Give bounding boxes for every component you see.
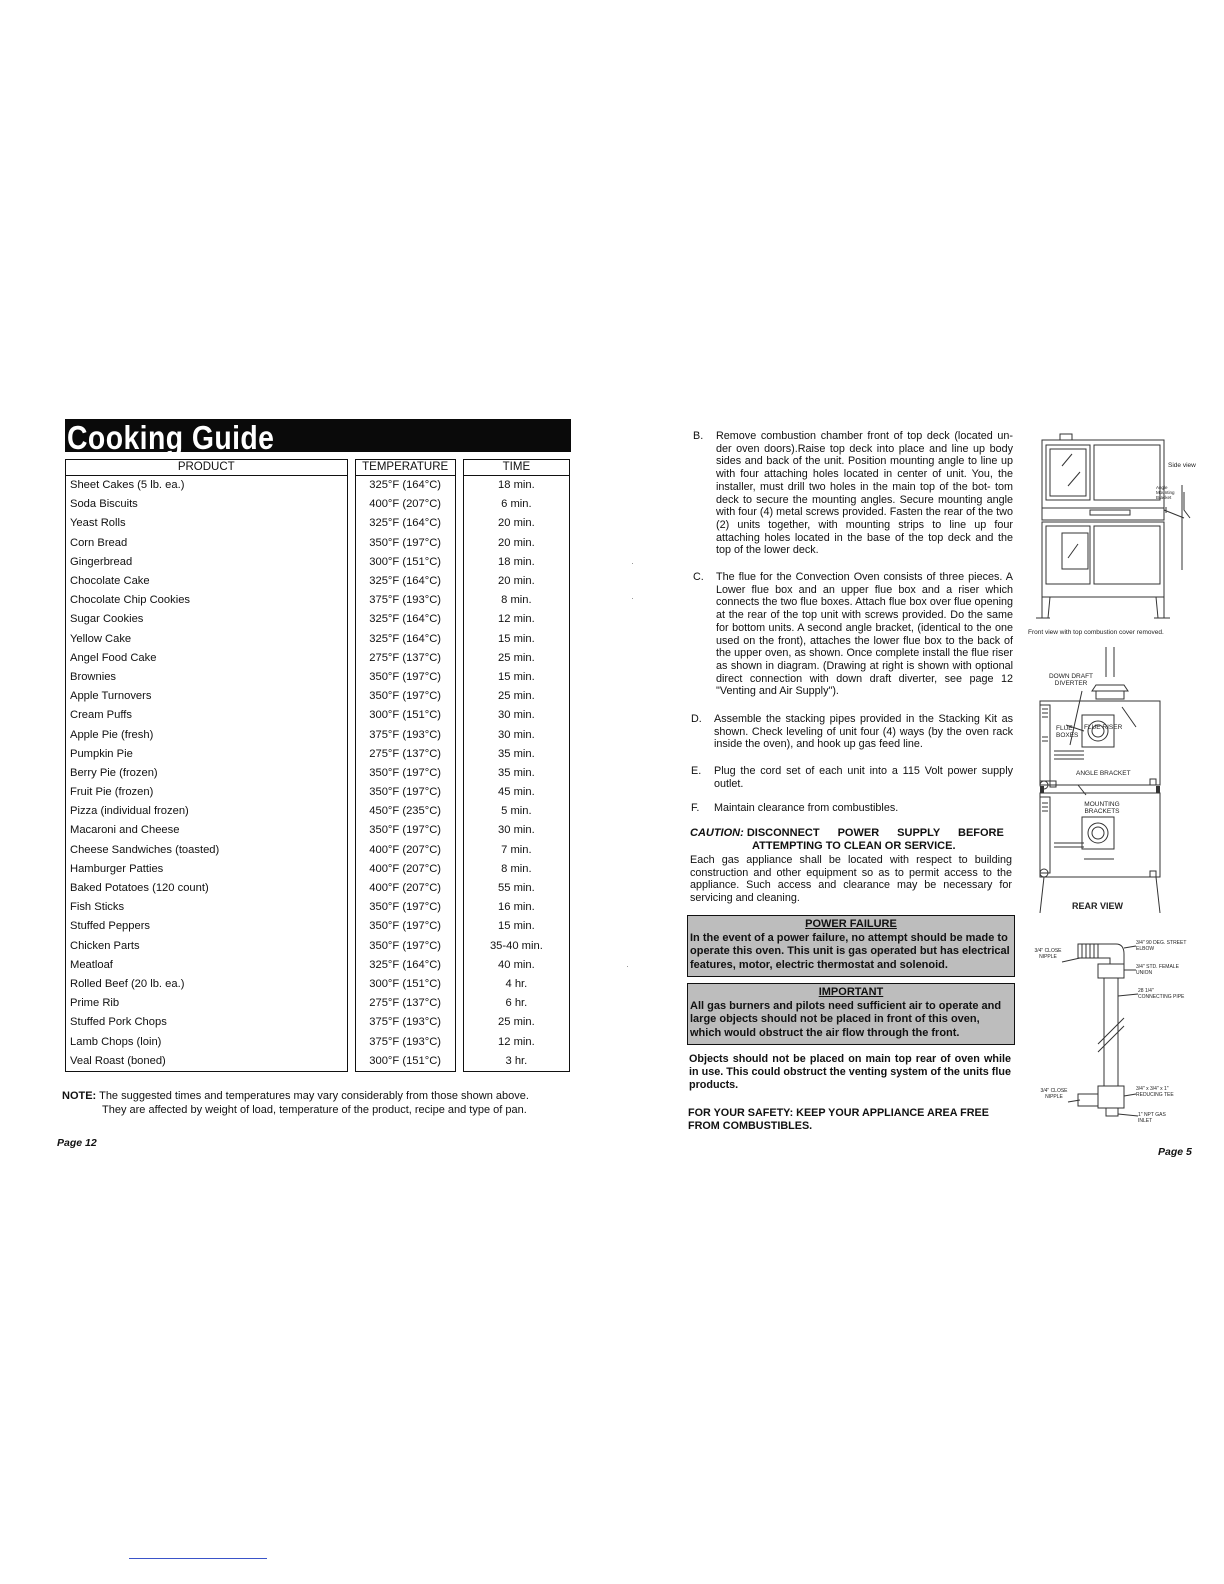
step-letter: B. bbox=[693, 430, 704, 442]
temperature-cell: 400°F (207°C) bbox=[355, 860, 455, 879]
column-gap bbox=[455, 630, 463, 649]
time-cell: 6 min. bbox=[463, 495, 569, 514]
product-cell: Cream Puffs bbox=[66, 706, 348, 725]
column-gap bbox=[455, 668, 463, 687]
product-cell: Corn Bread bbox=[66, 534, 348, 553]
column-gap bbox=[455, 975, 463, 994]
column-gap bbox=[347, 879, 355, 898]
temperature-cell: 375°F (193°C) bbox=[355, 1013, 455, 1032]
column-gap bbox=[347, 591, 355, 610]
temperature-cell: 325°F (164°C) bbox=[355, 476, 455, 496]
product-cell: Gingerbread bbox=[66, 553, 348, 572]
time-cell: 7 min. bbox=[463, 841, 569, 860]
column-gap bbox=[347, 553, 355, 572]
table-header-row bbox=[66, 460, 570, 476]
power-failure-box bbox=[687, 915, 1015, 977]
column-gap bbox=[347, 860, 355, 879]
step-text: Plug the cord set of each unit into a 115 Volt power supply outlet. bbox=[714, 765, 1013, 790]
column-gap bbox=[347, 802, 355, 821]
time-cell: 25 min. bbox=[463, 649, 569, 668]
product-cell: Macaroni and Cheese bbox=[66, 821, 348, 840]
step-letter: F. bbox=[691, 802, 700, 814]
product-cell: Chocolate Cake bbox=[66, 572, 348, 591]
page-number-right: Page 5 bbox=[1158, 1146, 1192, 1158]
table-row bbox=[66, 1052, 570, 1072]
column-gap bbox=[455, 534, 463, 553]
column-gap bbox=[347, 495, 355, 514]
column-gap bbox=[455, 610, 463, 629]
time-cell: 15 min. bbox=[463, 917, 569, 936]
column-gap bbox=[455, 764, 463, 783]
product-cell: Apple Turnovers bbox=[66, 687, 348, 706]
time-cell: 30 min. bbox=[463, 706, 569, 725]
temperature-cell: 350°F (197°C) bbox=[355, 821, 455, 840]
header-temperature: TEMPERATURE bbox=[355, 460, 455, 476]
temperature-cell: 350°F (197°C) bbox=[355, 687, 455, 706]
column-gap bbox=[347, 460, 355, 476]
temperature-cell: 325°F (164°C) bbox=[355, 956, 455, 975]
product-cell: Meatloaf bbox=[66, 956, 348, 975]
table-row bbox=[66, 668, 570, 687]
table-row bbox=[66, 802, 570, 821]
table-row bbox=[66, 495, 570, 514]
column-gap bbox=[455, 553, 463, 572]
product-cell: Yellow Cake bbox=[66, 630, 348, 649]
time-cell: 30 min. bbox=[463, 821, 569, 840]
column-gap bbox=[347, 610, 355, 629]
important-text: All gas burners and pilots need sufficient air to operate and large objects should not be placed in front of this oven, which would obstruct the air flow through the front. bbox=[690, 999, 1002, 1039]
column-gap bbox=[347, 630, 355, 649]
table-row bbox=[66, 764, 570, 783]
time-cell: 12 min. bbox=[463, 1032, 569, 1051]
cooking-guide-table bbox=[65, 459, 570, 1072]
rear-view-caption: REAR VIEW bbox=[1072, 901, 1124, 911]
table-row bbox=[66, 687, 570, 706]
close-nipple-top-label: 3/4" CLOSE NIPPLE bbox=[1034, 948, 1062, 960]
flue-boxes-label: FLUE BOXES bbox=[1056, 725, 1079, 739]
column-gap bbox=[347, 1013, 355, 1032]
product-cell: Prime Rib bbox=[66, 994, 348, 1013]
column-gap bbox=[347, 514, 355, 533]
product-cell: Fruit Pie (frozen) bbox=[66, 783, 348, 802]
temperature-cell: 375°F (193°C) bbox=[355, 1032, 455, 1051]
temperature-cell: 400°F (207°C) bbox=[355, 879, 455, 898]
caution-heading-text: DISCONNECT POWER SUPPLY BEFORE bbox=[746, 827, 1004, 839]
column-gap bbox=[455, 514, 463, 533]
step-d bbox=[691, 713, 1013, 751]
note-label: NOTE: bbox=[62, 1090, 97, 1102]
front-view-diagram bbox=[1028, 430, 1208, 636]
table-row bbox=[66, 1013, 570, 1032]
product-cell: Pizza (individual frozen) bbox=[66, 802, 348, 821]
step-text: The flue for the Convection Oven consists of three pieces. A Lower flue box and an upper flue box and a riser which connects the two flue boxes. Attach flue box over flue opening at the rear of the top unit with screws provided. Do the same for bottom units. A second angle bracket, (identical to the one used on the front), attaches the lower flue box to the back of the upper oven, as shown. Once complete install the flue riser as shown in diagram. (Drawing at right is shown with optional direct connection with down draft diverter, see page 12 "Venting and Air Supply"). bbox=[716, 571, 1013, 698]
temperature-cell: 450°F (235°C) bbox=[355, 802, 455, 821]
table-note bbox=[62, 1090, 552, 1117]
temperature-cell: 350°F (197°C) bbox=[355, 937, 455, 956]
column-gap bbox=[347, 917, 355, 936]
column-gap bbox=[347, 534, 355, 553]
column-gap bbox=[455, 591, 463, 610]
column-gap bbox=[455, 1032, 463, 1051]
angle-bracket-label: Angle Mounting Bracket bbox=[1156, 485, 1175, 500]
table-row bbox=[66, 476, 570, 496]
product-cell: Chocolate Chip Cookies bbox=[66, 591, 348, 610]
column-gap bbox=[455, 649, 463, 668]
temperature-cell: 325°F (164°C) bbox=[355, 630, 455, 649]
time-cell: 8 min. bbox=[463, 591, 569, 610]
important-box bbox=[687, 983, 1015, 1045]
column-gap bbox=[455, 802, 463, 821]
table-row bbox=[66, 553, 570, 572]
column-gap bbox=[455, 476, 463, 496]
temperature-cell: 350°F (197°C) bbox=[355, 917, 455, 936]
column-gap bbox=[347, 975, 355, 994]
temperature-cell: 300°F (151°C) bbox=[355, 553, 455, 572]
note-line-2: They are affected by weight of load, temperature of the product, recipe and type of pan. bbox=[102, 1103, 527, 1116]
table-row bbox=[66, 514, 570, 533]
column-gap bbox=[347, 725, 355, 744]
step-text: Maintain clearance from combustibles. bbox=[714, 802, 899, 814]
caution-label: CAUTION: bbox=[690, 827, 744, 839]
mounting-brackets-label: MOUNTING BRACKETS bbox=[1084, 801, 1120, 815]
scan-speck bbox=[627, 966, 628, 967]
page-number-left: Page 12 bbox=[57, 1137, 97, 1149]
product-cell: Angel Food Cake bbox=[66, 649, 348, 668]
table-row bbox=[66, 975, 570, 994]
header-product: PRODUCT bbox=[66, 460, 348, 476]
time-cell: 20 min. bbox=[463, 572, 569, 591]
table-row bbox=[66, 937, 570, 956]
power-failure-title: POWER FAILURE bbox=[805, 918, 897, 930]
table-row bbox=[66, 898, 570, 917]
temperature-cell: 350°F (197°C) bbox=[355, 898, 455, 917]
table-row bbox=[66, 783, 570, 802]
power-failure-text: In the event of a power failure, no attempt should be made to operate this oven. This unit is gas operated but has electrical features, motor, electric thermostat and solenoid. bbox=[690, 931, 1010, 971]
time-cell: 18 min. bbox=[463, 553, 569, 572]
caution-block bbox=[690, 827, 1012, 904]
column-gap bbox=[455, 1013, 463, 1032]
table-row bbox=[66, 610, 570, 629]
caution-heading-2: ATTEMPTING TO CLEAN OR SERVICE. bbox=[752, 840, 956, 852]
time-cell: 25 min. bbox=[463, 1013, 569, 1032]
column-gap bbox=[455, 572, 463, 591]
column-gap bbox=[455, 783, 463, 802]
caution-body: Each gas appliance shall be located with respect to building construction and other equipment so as to permit access to the appliance. Such access and clearance may be necessary for servicing and cleaning. bbox=[690, 854, 1012, 904]
time-cell: 12 min. bbox=[463, 610, 569, 629]
time-cell: 4 hr. bbox=[463, 975, 569, 994]
temperature-cell: 325°F (164°C) bbox=[355, 610, 455, 629]
column-gap bbox=[347, 572, 355, 591]
gas-inlet-label: 1" NPT GAS INLET bbox=[1138, 1112, 1166, 1124]
female-union-label: 3/4" STD. FEMALE UNION bbox=[1136, 964, 1179, 976]
temperature-cell: 350°F (197°C) bbox=[355, 534, 455, 553]
product-cell: Fish Sticks bbox=[66, 898, 348, 917]
table-row bbox=[66, 591, 570, 610]
temperature-cell: 300°F (151°C) bbox=[355, 1052, 455, 1072]
time-cell: 16 min. bbox=[463, 898, 569, 917]
time-cell: 6 hr. bbox=[463, 994, 569, 1013]
down-draft-label: DOWN DRAFT DIVERTER bbox=[1048, 673, 1094, 687]
time-cell: 45 min. bbox=[463, 783, 569, 802]
table-row bbox=[66, 917, 570, 936]
column-gap bbox=[347, 841, 355, 860]
product-cell: Brownies bbox=[66, 668, 348, 687]
column-gap bbox=[455, 994, 463, 1013]
column-gap bbox=[455, 745, 463, 764]
note-line-1: The suggested times and temperatures may vary considerably from those shown above. bbox=[99, 1090, 529, 1102]
column-gap bbox=[347, 649, 355, 668]
product-cell: Chicken Parts bbox=[66, 937, 348, 956]
column-gap bbox=[455, 879, 463, 898]
header-time: TIME bbox=[463, 460, 569, 476]
step-letter: D. bbox=[691, 713, 702, 725]
time-cell: 8 min. bbox=[463, 860, 569, 879]
column-gap bbox=[347, 745, 355, 764]
step-letter: C. bbox=[693, 571, 704, 583]
product-cell: Cheese Sandwiches (toasted) bbox=[66, 841, 348, 860]
temperature-cell: 300°F (151°C) bbox=[355, 706, 455, 725]
step-c bbox=[693, 571, 1013, 698]
product-cell: Stuffed Peppers bbox=[66, 917, 348, 936]
temperature-cell: 325°F (164°C) bbox=[355, 514, 455, 533]
product-cell: Sugar Cookies bbox=[66, 610, 348, 629]
column-gap bbox=[455, 937, 463, 956]
scan-speck bbox=[632, 563, 633, 564]
column-gap bbox=[347, 937, 355, 956]
temperature-cell: 275°F (137°C) bbox=[355, 994, 455, 1013]
temperature-cell: 350°F (197°C) bbox=[355, 668, 455, 687]
column-gap bbox=[455, 917, 463, 936]
street-elbow-label: 3/4" 90 DEG. STREET ELBOW bbox=[1136, 940, 1187, 952]
caution-heading bbox=[690, 827, 1012, 840]
column-gap bbox=[347, 821, 355, 840]
product-cell: Apple Pie (fresh) bbox=[66, 725, 348, 744]
product-cell: Rolled Beef (20 lb. ea.) bbox=[66, 975, 348, 994]
title-banner bbox=[65, 419, 571, 456]
column-gap bbox=[455, 687, 463, 706]
scan-speck bbox=[632, 598, 633, 599]
time-cell: 30 min. bbox=[463, 725, 569, 744]
product-cell: Pumpkin Pie bbox=[66, 745, 348, 764]
temperature-cell: 300°F (151°C) bbox=[355, 975, 455, 994]
column-gap bbox=[347, 1052, 355, 1072]
time-cell: 18 min. bbox=[463, 476, 569, 496]
column-gap bbox=[455, 956, 463, 975]
temperature-cell: 275°F (137°C) bbox=[355, 649, 455, 668]
column-gap bbox=[455, 860, 463, 879]
step-b bbox=[693, 430, 1013, 557]
table-row bbox=[66, 841, 570, 860]
column-gap bbox=[455, 725, 463, 744]
column-gap bbox=[347, 687, 355, 706]
time-cell: 25 min. bbox=[463, 687, 569, 706]
column-gap bbox=[347, 783, 355, 802]
product-cell: Sheet Cakes (5 lb. ea.) bbox=[66, 476, 348, 496]
column-gap bbox=[347, 994, 355, 1013]
bottom-rule bbox=[129, 1558, 267, 1559]
step-e bbox=[691, 765, 1013, 790]
product-cell: Soda Biscuits bbox=[66, 495, 348, 514]
product-cell: Lamb Chops (loin) bbox=[66, 1032, 348, 1051]
table-row bbox=[66, 1032, 570, 1051]
table-row bbox=[66, 706, 570, 725]
temperature-cell: 375°F (193°C) bbox=[355, 725, 455, 744]
temperature-cell: 350°F (197°C) bbox=[355, 783, 455, 802]
table-body bbox=[66, 476, 570, 1072]
flue-riser-label: FLUE RISER bbox=[1084, 724, 1123, 731]
step-text: Assemble the stacking pipes provided in the Stacking Kit as shown. Check leveling of unit four (4) ways (by the oven rack inside the oven), and hook up gas feed line. bbox=[714, 713, 1013, 751]
table-row bbox=[66, 956, 570, 975]
table-row bbox=[66, 649, 570, 668]
rear-view-diagram bbox=[1030, 645, 1170, 917]
front-view-caption: Front view with top combustion cover removed. bbox=[1028, 629, 1164, 636]
table-row bbox=[66, 630, 570, 649]
angle-bracket-rear-label: ANGLE BRACKET bbox=[1076, 770, 1131, 777]
product-cell: Yeast Rolls bbox=[66, 514, 348, 533]
table-row bbox=[66, 879, 570, 898]
column-gap bbox=[455, 706, 463, 725]
time-cell: 3 hr. bbox=[463, 1052, 569, 1072]
time-cell: 5 min. bbox=[463, 802, 569, 821]
table-row bbox=[66, 994, 570, 1013]
column-gap bbox=[455, 1052, 463, 1072]
temperature-cell: 375°F (193°C) bbox=[355, 591, 455, 610]
table-row bbox=[66, 534, 570, 553]
column-gap bbox=[347, 898, 355, 917]
time-cell: 20 min. bbox=[463, 534, 569, 553]
step-letter: E. bbox=[691, 765, 702, 777]
time-cell: 55 min. bbox=[463, 879, 569, 898]
side-view-label: Side view bbox=[1168, 462, 1196, 469]
column-gap bbox=[455, 821, 463, 840]
column-gap bbox=[347, 764, 355, 783]
column-gap bbox=[347, 668, 355, 687]
time-cell: 15 min. bbox=[463, 630, 569, 649]
close-nipple-bottom-label: 3/4" CLOSE NIPPLE bbox=[1040, 1088, 1068, 1100]
temperature-cell: 400°F (207°C) bbox=[355, 495, 455, 514]
reducing-tee-label: 3/4" x 3/4" x 1" REDUCING TEE bbox=[1136, 1086, 1174, 1098]
temperature-cell: 400°F (207°C) bbox=[355, 841, 455, 860]
product-cell: Berry Pie (frozen) bbox=[66, 764, 348, 783]
connecting-pipe-label: 28 1/4" CONNECTING PIPE bbox=[1138, 988, 1185, 1000]
column-gap bbox=[347, 476, 355, 496]
product-cell: Stuffed Pork Chops bbox=[66, 1013, 348, 1032]
step-f bbox=[691, 802, 1013, 815]
time-cell: 15 min. bbox=[463, 668, 569, 687]
time-cell: 20 min. bbox=[463, 514, 569, 533]
time-cell: 35-40 min. bbox=[463, 937, 569, 956]
important-title: IMPORTANT bbox=[818, 986, 884, 998]
table-row bbox=[66, 821, 570, 840]
temperature-cell: 350°F (197°C) bbox=[355, 764, 455, 783]
table-row bbox=[66, 725, 570, 744]
step-text: Remove combustion chamber front of top deck (located un- der oven doors).Raise top deck into place and line up body sides and back of the unit. Position mounting angle to line up with four attaching holes located in center of unit. You, the installer, must drill two holes in the main top of the bot- tom deck to secure the mounting angles. Secure mounting angle with four (4) metal screws provided. Fasten the rear of the two (2) units together, with mounting strips to line up four attaching holes located in the base of the top deck and the top of the lower deck. bbox=[716, 430, 1013, 557]
column-gap bbox=[455, 495, 463, 514]
time-cell: 35 min. bbox=[463, 745, 569, 764]
column-gap bbox=[455, 841, 463, 860]
table-row bbox=[66, 860, 570, 879]
product-cell: Hamburger Patties bbox=[66, 860, 348, 879]
column-gap bbox=[347, 956, 355, 975]
column-gap bbox=[347, 706, 355, 725]
column-gap bbox=[455, 460, 463, 476]
time-cell: 35 min. bbox=[463, 764, 569, 783]
product-cell: Veal Roast (boned) bbox=[66, 1052, 348, 1072]
product-cell: Baked Potatoes (120 count) bbox=[66, 879, 348, 898]
temperature-cell: 325°F (164°C) bbox=[355, 572, 455, 591]
temperature-cell: 275°F (137°C) bbox=[355, 745, 455, 764]
safety-warning: FOR YOUR SAFETY: KEEP YOUR APPLIANCE AREA FREE FROM COMBUSTIBLES. bbox=[688, 1107, 989, 1132]
page-title: Cooking Guide bbox=[67, 419, 275, 456]
pipe-diagram bbox=[1028, 936, 1188, 1130]
column-gap bbox=[347, 1032, 355, 1051]
table-row bbox=[66, 572, 570, 591]
table-row bbox=[66, 745, 570, 764]
column-gap bbox=[455, 898, 463, 917]
objects-warning: Objects should not be placed on main top rear of oven while in use. This could obstruct the venting system of the units flue products. bbox=[689, 1053, 1011, 1091]
time-cell: 40 min. bbox=[463, 956, 569, 975]
